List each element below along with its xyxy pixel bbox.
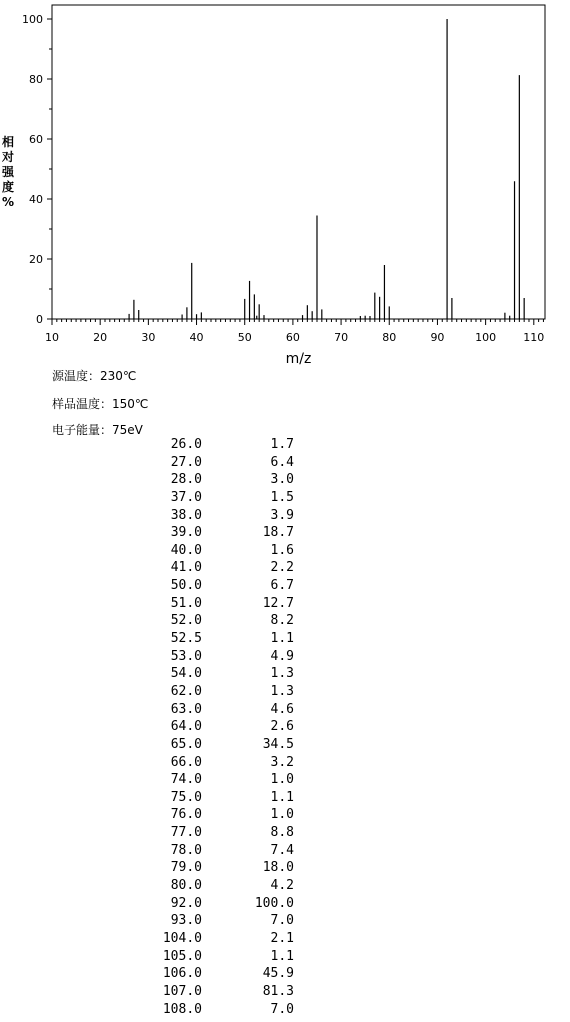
peak-row xyxy=(140,630,300,648)
peak-mz: 66.0 xyxy=(170,754,202,770)
peak-mz: 78.0 xyxy=(170,842,202,858)
y-axis-title xyxy=(1,134,15,209)
peak-mz: 77.0 xyxy=(170,825,202,841)
peak-row xyxy=(140,595,300,613)
peak-mz: 63.0 xyxy=(170,701,202,717)
peak-intensity: 1.0 xyxy=(270,772,294,788)
peak-intensity: 18.0 xyxy=(262,860,294,876)
peak-row xyxy=(140,507,300,525)
sample-temperature: 样品温度：150℃ xyxy=(52,397,149,411)
peak-mz: 52.0 xyxy=(170,613,202,629)
peak-row xyxy=(140,877,300,895)
y-tick-label: 40 xyxy=(29,193,43,206)
peak-row xyxy=(140,701,300,719)
peak-row xyxy=(140,683,300,701)
y-axis-title-char: 相 xyxy=(1,135,15,149)
y-axis-ticks xyxy=(22,13,52,326)
plot-border xyxy=(52,5,545,319)
x-tick-label: 30 xyxy=(141,331,156,344)
peak-mz: 93.0 xyxy=(170,913,202,929)
peak-mz: 105.0 xyxy=(162,948,202,964)
peak-bars xyxy=(129,19,524,319)
peak-mz: 65.0 xyxy=(170,736,202,752)
peak-mz: 52.5 xyxy=(170,631,202,647)
peak-row xyxy=(140,754,300,772)
peak-mz: 62.0 xyxy=(170,683,202,699)
peak-row xyxy=(140,542,300,560)
peak-intensity: 1.6 xyxy=(270,542,294,558)
peak-mz: 64.0 xyxy=(170,719,202,735)
peak-intensity: 8.2 xyxy=(270,613,294,629)
x-tick-label: 90 xyxy=(430,331,445,344)
peak-mz: 76.0 xyxy=(170,807,202,823)
peak-mz: 92.0 xyxy=(170,895,202,911)
peak-intensity: 81.3 xyxy=(262,983,294,999)
x-axis-title: m/z xyxy=(285,351,312,367)
peak-mz: 38.0 xyxy=(170,507,202,523)
peak-mz: 39.0 xyxy=(170,525,202,541)
peak-row xyxy=(140,665,300,683)
x-tick-label: 60 xyxy=(285,331,300,344)
peak-intensity: 1.1 xyxy=(270,789,294,805)
peak-row xyxy=(140,930,300,948)
x-tick-label: 110 xyxy=(523,331,545,344)
peak-row xyxy=(140,524,300,542)
peak-intensity: 12.7 xyxy=(262,595,294,611)
mass-spectrum-chart xyxy=(0,0,570,370)
peak-mz: 53.0 xyxy=(170,648,202,664)
x-tick-label: 50 xyxy=(237,331,252,344)
peak-intensity: 1.5 xyxy=(270,489,294,505)
peak-row xyxy=(140,912,300,930)
y-tick-label: 100 xyxy=(22,13,43,26)
x-tick-label: 80 xyxy=(382,331,397,344)
peak-row xyxy=(140,771,300,789)
peak-row xyxy=(140,859,300,877)
peak-row xyxy=(140,1001,300,1019)
peak-row xyxy=(140,454,300,472)
peak-mz: 75.0 xyxy=(170,789,202,805)
peak-row xyxy=(140,948,300,966)
peak-row xyxy=(140,471,300,489)
peak-table xyxy=(140,436,300,1018)
peak-intensity: 1.7 xyxy=(270,437,294,452)
peak-mz: 54.0 xyxy=(170,666,202,682)
peak-intensity: 1.1 xyxy=(270,948,294,964)
peak-row xyxy=(140,612,300,630)
peak-intensity: 100.0 xyxy=(254,895,294,911)
peak-row xyxy=(140,436,300,454)
peak-row xyxy=(140,718,300,736)
peak-row xyxy=(140,648,300,666)
peak-mz: 106.0 xyxy=(162,966,202,982)
peak-intensity: 2.6 xyxy=(270,719,294,735)
peak-row xyxy=(140,489,300,507)
y-axis-title-char: % xyxy=(1,195,15,209)
peak-row xyxy=(140,965,300,983)
peak-row xyxy=(140,559,300,577)
x-tick-label: 20 xyxy=(93,331,108,344)
peak-mz: 28.0 xyxy=(170,472,202,488)
peak-row xyxy=(140,983,300,1001)
x-axis-ticks xyxy=(45,319,544,344)
peak-intensity: 1.1 xyxy=(270,631,294,647)
peak-intensity: 3.0 xyxy=(270,472,294,488)
x-tick-label: 40 xyxy=(189,331,204,344)
peak-intensity: 45.9 xyxy=(262,966,294,982)
peak-mz: 27.0 xyxy=(170,454,202,470)
peak-mz: 108.0 xyxy=(162,1001,202,1017)
peak-mz: 80.0 xyxy=(170,878,202,894)
peak-intensity: 1.3 xyxy=(270,666,294,682)
x-tick-label: 10 xyxy=(45,331,59,344)
y-tick-label: 0 xyxy=(36,313,43,326)
peak-intensity: 8.8 xyxy=(270,825,294,841)
peak-row xyxy=(140,824,300,842)
peak-intensity: 1.0 xyxy=(270,807,294,823)
peak-row xyxy=(140,577,300,595)
peak-row xyxy=(140,895,300,913)
peak-mz: 79.0 xyxy=(170,860,202,876)
x-tick-label: 100 xyxy=(475,331,497,344)
x-tick-label: 70 xyxy=(334,331,349,344)
peak-row xyxy=(140,842,300,860)
peak-mz: 51.0 xyxy=(170,595,202,611)
peak-intensity: 3.9 xyxy=(270,507,294,523)
y-axis-title-char: 度 xyxy=(1,180,15,194)
peak-mz: 41.0 xyxy=(170,560,202,576)
peak-intensity: 2.1 xyxy=(270,930,294,946)
peak-intensity: 34.5 xyxy=(262,736,294,752)
peak-intensity: 6.4 xyxy=(270,454,294,470)
y-tick-label: 20 xyxy=(29,253,43,266)
peak-mz: 74.0 xyxy=(170,772,202,788)
peak-intensity: 7.4 xyxy=(270,842,294,858)
peak-mz: 37.0 xyxy=(170,489,202,505)
peak-row xyxy=(140,789,300,807)
peak-intensity: 7.0 xyxy=(270,1001,294,1017)
source-temperature: 源温度：230℃ xyxy=(52,369,137,383)
y-tick-label: 60 xyxy=(29,133,43,146)
peak-row xyxy=(140,806,300,824)
peak-intensity: 7.0 xyxy=(270,913,294,929)
peak-intensity: 4.9 xyxy=(270,648,294,664)
peak-mz: 107.0 xyxy=(162,983,202,999)
peak-mz: 40.0 xyxy=(170,542,202,558)
peak-intensity: 3.2 xyxy=(270,754,294,770)
peak-intensity: 1.3 xyxy=(270,683,294,699)
peak-intensity: 18.7 xyxy=(262,525,294,541)
peak-intensity: 2.2 xyxy=(270,560,294,576)
peak-intensity: 4.6 xyxy=(270,701,294,717)
peak-row xyxy=(140,736,300,754)
peak-intensity: 4.2 xyxy=(270,878,294,894)
peak-mz: 50.0 xyxy=(170,578,202,594)
peak-mz: 26.0 xyxy=(170,437,202,452)
y-axis-title-char: 对 xyxy=(1,150,15,164)
plot-frame xyxy=(52,5,545,319)
y-tick-label: 80 xyxy=(29,73,43,86)
electron-energy: 电子能量：75eV xyxy=(52,423,143,437)
y-axis-title-char: 强 xyxy=(1,165,15,179)
peak-mz: 104.0 xyxy=(162,930,202,946)
peak-intensity: 6.7 xyxy=(270,578,294,594)
